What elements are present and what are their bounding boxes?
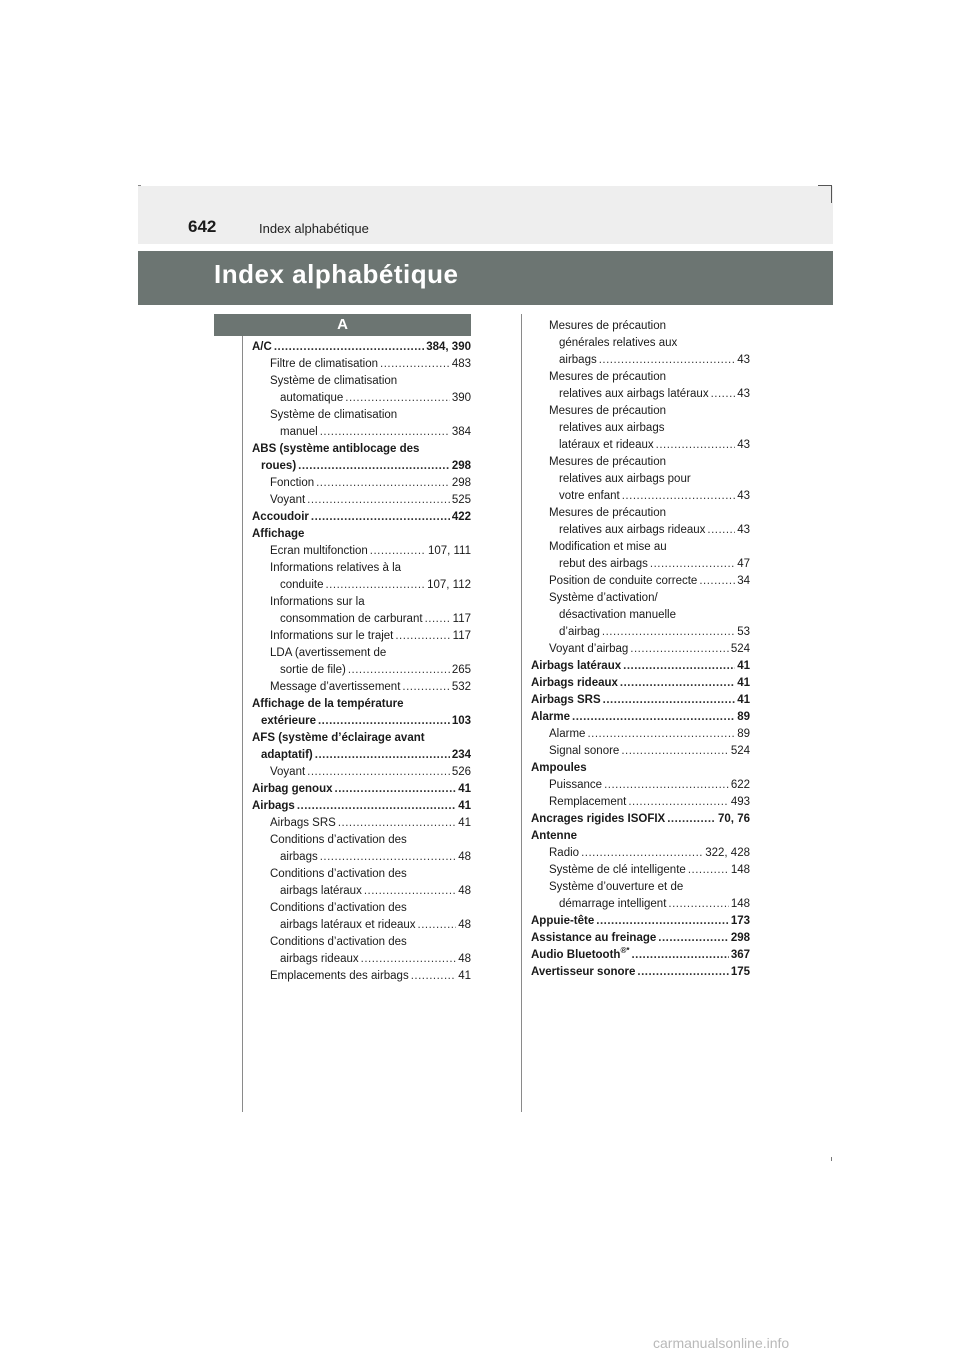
dot-leader <box>335 781 457 798</box>
index-entry <box>531 726 750 743</box>
index-entry <box>531 386 750 403</box>
index-entry-label: automatique <box>280 392 344 404</box>
index-entry <box>252 883 471 900</box>
index-page-ref: 526 <box>451 766 471 778</box>
index-entry-text: Modification et mise au <box>549 541 667 553</box>
index-page-ref: 41 <box>458 800 471 812</box>
index-entry-label: Position de conduite correcte <box>549 575 698 587</box>
index-entry-text: Affichage <box>252 528 305 540</box>
index-entry-text: Mesures de précaution <box>549 507 666 519</box>
index-entry-label: Message d’avertissement <box>270 681 401 693</box>
index-entry-label: conduite <box>280 579 324 591</box>
index-entry-label: sortie de file) <box>280 664 346 676</box>
crop-mark <box>818 185 832 186</box>
index-entry-text: LDA (avertissement de <box>270 647 387 659</box>
index-page-ref: 48 <box>458 851 471 863</box>
index-entry <box>531 947 750 964</box>
crop-mark <box>831 1157 832 1161</box>
index-page-ref: 43 <box>737 439 750 451</box>
index-letter-heading: A <box>214 314 471 336</box>
dot-leader <box>316 475 450 492</box>
index-entry-label: Fonction <box>270 477 315 489</box>
index-page-ref: 234 <box>451 749 471 761</box>
index-entry <box>531 862 750 879</box>
index-entry-label: Airbag genoux <box>252 783 333 795</box>
index-column-left <box>252 339 471 985</box>
page-number: 642 <box>188 217 217 236</box>
dot-leader <box>297 798 456 815</box>
index-entry-text: désactivation manuelle <box>559 609 676 621</box>
index-page-ref: 384, 390 <box>426 341 471 353</box>
index-entry <box>252 458 471 475</box>
dot-leader <box>402 679 449 696</box>
index-entry <box>252 577 471 594</box>
index-entry <box>252 747 471 764</box>
index-page-ref: 298 <box>451 477 471 489</box>
dot-leader <box>338 815 456 832</box>
index-entry-text: Antenne <box>531 830 577 842</box>
dot-leader <box>411 968 456 985</box>
index-entry <box>531 658 750 675</box>
index-page-ref: 117 <box>452 630 471 642</box>
index-entry <box>252 781 471 798</box>
index-entry-label: Système de clé intelligente <box>549 864 686 876</box>
dot-leader <box>274 339 424 356</box>
dot-leader <box>603 692 736 709</box>
index-entry-label: Voyant <box>270 766 306 778</box>
index-entry <box>252 798 471 815</box>
index-entry-label: Appuie-tête <box>531 915 595 927</box>
dot-leader <box>307 764 450 781</box>
index-entry <box>252 543 471 560</box>
index-entry-label: airbags <box>280 851 318 863</box>
index-entry <box>531 930 750 947</box>
index-page-ref: 53 <box>737 626 750 638</box>
index-entry-label: adaptatif) <box>261 749 313 761</box>
index-entry-label: airbags <box>559 354 597 366</box>
dot-leader <box>623 658 735 675</box>
index-entry-label: démarrage intelligent <box>559 898 667 910</box>
dot-leader <box>620 675 735 692</box>
dot-leader <box>631 947 728 964</box>
index-entry-label: rebut des airbags <box>559 558 648 570</box>
dot-leader <box>345 390 450 407</box>
dot-leader <box>699 573 735 590</box>
index-entry-text: générales relatives aux <box>559 337 678 349</box>
dot-leader <box>602 624 735 641</box>
index-entry <box>252 815 471 832</box>
dot-leader <box>637 964 728 981</box>
index-entry-text: relatives aux airbags pour <box>559 473 691 485</box>
dot-leader <box>325 577 425 594</box>
index-entry-label: latéraux et rideaux <box>559 439 654 451</box>
dot-leader <box>628 794 728 811</box>
index-entry-label: airbags latéraux et rideaux <box>280 919 416 931</box>
index-entry <box>252 713 471 730</box>
index-entry <box>531 352 750 369</box>
index-entry <box>531 675 750 692</box>
index-entry <box>531 437 750 454</box>
dot-leader <box>361 951 457 968</box>
index-entry-label: Puissance <box>549 779 603 791</box>
dot-leader <box>688 862 729 879</box>
index-page-ref: 493 <box>730 796 750 808</box>
index-page-ref: 47 <box>737 558 750 570</box>
index-entry <box>531 811 750 828</box>
index-entry <box>531 556 750 573</box>
index-entry-label: Voyant <box>270 494 306 506</box>
header-band <box>138 186 833 244</box>
index-page-ref: 148 <box>730 864 750 876</box>
dot-leader <box>298 458 450 475</box>
dot-leader <box>656 437 736 454</box>
dot-leader <box>395 628 450 645</box>
index-page-ref: 48 <box>458 919 471 931</box>
index-entry-text: Ampoules <box>531 762 587 774</box>
index-entry-label: Alarme <box>531 711 570 723</box>
index-entry <box>531 488 750 505</box>
index-page-ref: 41 <box>458 817 471 829</box>
index-entry-label: A/C <box>252 341 272 353</box>
index-entry-label: Ancrages rigides ISOFIX <box>531 813 666 825</box>
index-entry <box>252 390 471 407</box>
index-entry-text: Conditions d’activation des <box>270 902 407 914</box>
index-entry-text: relatives aux airbags <box>559 422 665 434</box>
dot-leader <box>604 777 729 794</box>
index-page-ref: 107, 111 <box>427 545 471 557</box>
index-entry <box>252 968 471 985</box>
index-entry-label: Airbags SRS <box>270 817 336 829</box>
dot-leader <box>621 743 728 760</box>
index-page-ref: 43 <box>737 524 750 536</box>
index-page-ref: 390 <box>451 392 471 404</box>
crop-mark <box>138 185 141 186</box>
dot-leader <box>599 352 735 369</box>
dot-leader <box>622 488 735 505</box>
index-entry-label: extérieure <box>261 715 316 727</box>
index-entry-text: Conditions d’activation des <box>270 868 407 880</box>
index-page-ref: 298 <box>451 460 471 472</box>
dot-leader <box>711 386 736 403</box>
running-header-title: Index alphabétique <box>259 221 369 236</box>
index-entry <box>531 964 750 981</box>
dot-leader <box>418 917 457 934</box>
index-column-right <box>531 318 750 981</box>
index-entry <box>531 692 750 709</box>
dot-leader <box>318 713 450 730</box>
index-page-ref: 422 <box>451 511 471 523</box>
index-page-ref: 43 <box>737 388 750 400</box>
index-entry <box>531 573 750 590</box>
index-entry <box>252 424 471 441</box>
index-page-ref: 41 <box>458 970 471 982</box>
index-page-ref: 41 <box>737 660 750 672</box>
index-entry-label: d’airbag <box>559 626 600 638</box>
index-page-ref: 265 <box>451 664 471 676</box>
dot-leader <box>650 556 735 573</box>
dot-leader <box>307 492 450 509</box>
index-page-ref: 70, 76 <box>718 813 750 825</box>
index-entry-label: relatives aux airbags rideaux <box>559 524 706 536</box>
index-entry-label: roues) <box>261 460 297 472</box>
index-page-ref: 367 <box>730 949 750 961</box>
index-entry-text: Conditions d’activation des <box>270 936 407 948</box>
index-entry-label: Airbags rideaux <box>531 677 618 689</box>
index-page-ref: 48 <box>458 885 471 897</box>
dot-leader <box>667 811 716 828</box>
index-entry-text: Affichage de la température <box>252 698 404 710</box>
index-entry-text: Mesures de précaution <box>549 371 666 383</box>
index-page-ref: 117 <box>452 613 471 625</box>
index-entry-label: Accoudoir <box>252 511 309 523</box>
index-entry <box>252 611 471 628</box>
index-entry-label: Informations sur le trajet <box>270 630 394 642</box>
index-entry-label: Airbags <box>252 800 295 812</box>
dot-leader <box>572 709 735 726</box>
dot-leader <box>425 611 451 628</box>
dot-leader <box>658 930 729 947</box>
index-page-ref: 89 <box>737 711 750 723</box>
index-entry-text: Mesures de précaution <box>549 456 666 468</box>
dot-leader <box>311 509 450 526</box>
index-entry-text: Informations sur la <box>270 596 365 608</box>
index-entry-label: votre enfant <box>559 490 620 502</box>
index-entry-label: Signal sonore <box>549 745 620 757</box>
index-entry <box>252 339 471 356</box>
dot-leader <box>707 522 735 539</box>
index-page-ref: 48 <box>458 953 471 965</box>
index-entry <box>252 764 471 781</box>
index-entry-label: airbags rideaux <box>280 953 359 965</box>
index-page-ref: 298 <box>730 932 750 944</box>
index-entry-text: Informations relatives à la <box>270 562 402 574</box>
index-page-ref: 384 <box>451 426 471 438</box>
index-entry-label: Filtre de climatisation <box>270 358 379 370</box>
index-entry <box>252 492 471 509</box>
index-entry <box>531 794 750 811</box>
index-entry-label: Audio Bluetooth®* <box>531 946 630 961</box>
index-entry <box>531 709 750 726</box>
dot-leader <box>596 913 729 930</box>
index-page-ref: 43 <box>737 490 750 502</box>
index-entry-text: Système de climatisation <box>270 409 398 421</box>
column-divider <box>521 314 522 1112</box>
index-entry-label: relatives aux airbags latéraux <box>559 388 709 400</box>
index-entry <box>531 641 750 658</box>
index-page-ref: 524 <box>730 745 750 757</box>
index-entry-text: Mesures de précaution <box>549 405 666 417</box>
index-entry <box>252 849 471 866</box>
index-entry-label: Radio <box>549 847 580 859</box>
index-page-ref: 524 <box>730 643 750 655</box>
index-page-ref: 483 <box>451 358 471 370</box>
index-page-ref: 622 <box>730 779 750 791</box>
index-entry <box>531 522 750 539</box>
index-page-ref: 148 <box>730 898 750 910</box>
index-page-ref: 322, 428 <box>705 847 750 859</box>
index-entry-text: ABS (système antiblocage des <box>252 443 420 455</box>
index-entry-text: AFS (système d’éclairage avant <box>252 732 425 744</box>
watermark: carmanualsonline.info <box>653 1335 790 1351</box>
index-entry-text: Mesures de précaution <box>549 320 666 332</box>
index-page-ref: 41 <box>737 694 750 706</box>
index-page-ref: 525 <box>451 494 471 506</box>
index-page-ref: 173 <box>730 915 750 927</box>
index-entry <box>531 845 750 862</box>
index-entry-text: Système d’ouverture et de <box>549 881 684 893</box>
index-page-ref: 175 <box>730 966 750 978</box>
index-page-ref: 532 <box>451 681 471 693</box>
dot-leader <box>320 424 450 441</box>
index-entry <box>252 356 471 373</box>
dot-leader <box>668 896 728 913</box>
index-page-ref: 89 <box>737 728 750 740</box>
index-page-ref: 43 <box>737 354 750 366</box>
index-entry-label: Alarme <box>549 728 586 740</box>
index-entry <box>531 743 750 760</box>
dot-leader <box>364 883 456 900</box>
dot-leader <box>320 849 456 866</box>
index-entry-label: consommation de carburant <box>280 613 423 625</box>
index-page-ref: 41 <box>737 677 750 689</box>
index-entry-label: Airbags SRS <box>531 694 601 706</box>
index-entry <box>252 917 471 934</box>
dot-leader <box>348 662 450 679</box>
index-entry-label: airbags latéraux <box>280 885 362 897</box>
index-entry <box>252 951 471 968</box>
index-entry-text: Conditions d’activation des <box>270 834 407 846</box>
index-entry-label: Remplacement <box>549 796 627 808</box>
dot-leader <box>581 845 703 862</box>
index-entry <box>531 896 750 913</box>
index-entry <box>252 475 471 492</box>
index-entry-label: Airbags latéraux <box>531 660 622 672</box>
index-entry-text: Système de climatisation <box>270 375 398 387</box>
dot-leader <box>370 543 426 560</box>
index-entry <box>252 679 471 696</box>
index-entry-label: Emplacements des airbags <box>270 970 409 982</box>
dot-leader <box>380 356 450 373</box>
index-entry <box>252 628 471 645</box>
index-page-ref: 103 <box>451 715 471 727</box>
index-entry-label: Ecran multifonction <box>270 545 368 557</box>
index-entry <box>252 509 471 526</box>
index-entry <box>531 624 750 641</box>
index-entry-label: manuel <box>280 426 318 438</box>
dot-leader <box>587 726 735 743</box>
index-entry-label: Avertisseur sonore <box>531 966 636 978</box>
index-entry <box>531 777 750 794</box>
index-page-ref: 107, 112 <box>427 579 471 591</box>
page-title: Index alphabétique <box>214 259 459 289</box>
index-entry-label: Voyant d’airbag <box>549 643 629 655</box>
index-entry-text: Système d’activation/ <box>549 592 658 604</box>
index-page-ref: 41 <box>458 783 471 795</box>
dot-leader <box>630 641 729 658</box>
index-entry-label: Assistance au freinage <box>531 932 657 944</box>
index-page-ref: 34 <box>737 575 750 587</box>
column-divider <box>242 314 243 1112</box>
dot-leader <box>315 747 450 764</box>
index-entry <box>531 913 750 930</box>
crop-mark <box>831 185 832 203</box>
registered-mark: ®* <box>620 946 630 956</box>
index-entry <box>252 662 471 679</box>
